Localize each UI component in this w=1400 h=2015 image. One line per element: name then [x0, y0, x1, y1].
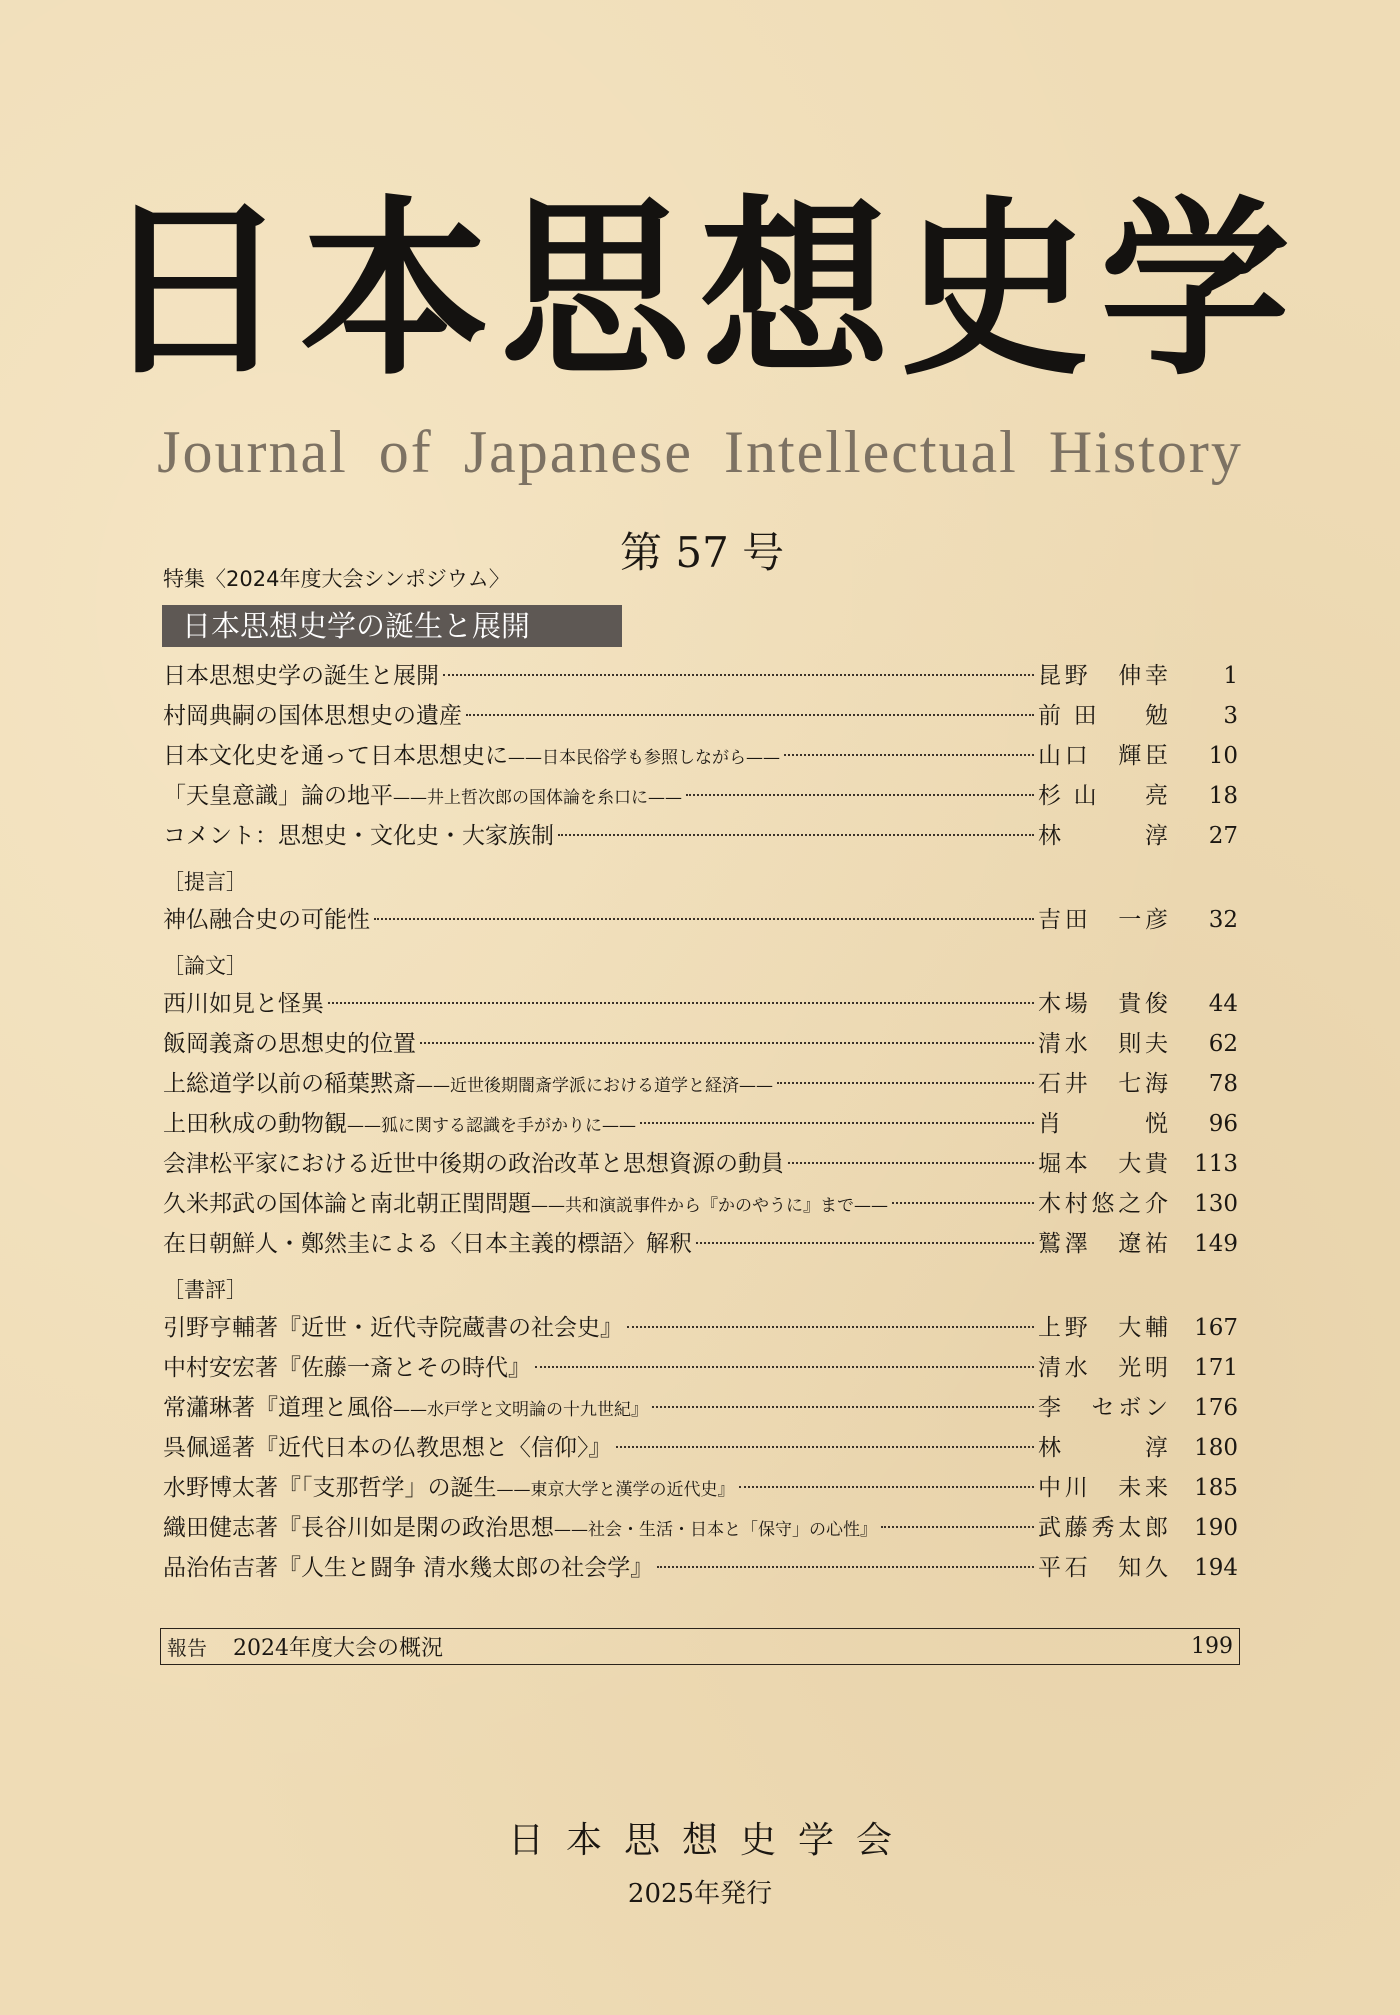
toc-entry: [163, 1024, 1238, 1064]
entry-title-main: 在日朝鮮人・鄭然圭による〈日本主義的標語〉解釈: [163, 1231, 692, 1257]
entry-subtitle: ——社会・生活・日本と「保守」の心性』: [554, 1520, 877, 1540]
leader-dots: [777, 1082, 1034, 1084]
entry-page: 167: [1194, 1315, 1238, 1341]
feature-title-banner: 日本思想史学の誕生と展開: [162, 605, 622, 647]
entry-title-main: 日本文化史を通って日本思想史に: [163, 743, 508, 769]
leader-dots: [466, 714, 1034, 716]
entry-title: [163, 1348, 531, 1388]
toc-entry: [163, 1184, 1238, 1224]
leader-dots: [558, 834, 1034, 836]
leader-dots: [739, 1486, 1035, 1488]
leader-dots: [616, 1446, 1035, 1448]
entry-page: 96: [1208, 1111, 1238, 1137]
journal-title-english: Journal of Japanese Intellectual History: [157, 419, 1243, 485]
entry-author: 清水 光明: [1038, 1355, 1168, 1381]
entry-author: 李 セボン: [1038, 1395, 1168, 1421]
entry-title: [163, 1508, 877, 1550]
entry-page: 194: [1194, 1555, 1238, 1581]
entry-title: [163, 1184, 888, 1226]
entry-page: 190: [1194, 1515, 1238, 1541]
entry-page: 62: [1208, 1031, 1238, 1057]
entry-subtitle: ——狐に関する認識を手がかりに——: [347, 1116, 636, 1136]
publisher: 日本思想史学会: [507, 1820, 914, 1861]
entry-page: 78: [1208, 1071, 1238, 1097]
entry-page: 113: [1194, 1151, 1238, 1177]
leader-dots: [374, 918, 1034, 920]
toc-entry: [163, 1428, 1238, 1468]
journal-title: 日本思想史学: [99, 178, 1300, 401]
leader-dots: [686, 794, 1034, 796]
entry-title: [163, 656, 439, 696]
entry-author: 武藤秀太郎: [1038, 1515, 1168, 1541]
entry-page: 10: [1208, 743, 1238, 769]
entry-title-main: 会津松平家における近世中後期の政治改革と思想資源の動員: [163, 1151, 784, 1177]
entry-subtitle: ——水戸学と文明論の十九世紀』: [393, 1400, 648, 1420]
entry-title: [163, 1224, 692, 1264]
toc-entry: [163, 656, 1238, 696]
entry-title-main: 中村安宏著『佐藤一斎とその時代』: [163, 1355, 531, 1381]
leader-dots: [657, 1566, 1034, 1568]
entry-author: 木村悠之介: [1038, 1191, 1168, 1217]
entry-title-main: 上総道学以前の稲葉黙斎: [163, 1071, 416, 1097]
entry-subtitle: ——共和演説事件から『かのやうに』まで——: [531, 1196, 888, 1216]
entry-author: 肖 悦: [1038, 1111, 1168, 1137]
toc-entry: [163, 696, 1238, 736]
entry-author: 林 淳: [1038, 823, 1168, 849]
toc-entry: [163, 1144, 1238, 1184]
entry-title: [163, 1308, 623, 1348]
entry-title: [163, 900, 370, 940]
entry-author: 林 淳: [1038, 1435, 1168, 1461]
entry-page: 185: [1194, 1475, 1238, 1501]
toc-entry: [163, 776, 1238, 816]
entry-author: 堀本 大貴: [1038, 1151, 1168, 1177]
entry-author: 石井 七海: [1038, 1071, 1168, 1097]
entry-subtitle: ——東京大学と漢学の近代史』: [496, 1480, 735, 1500]
entry-title-main: 西川如見と怪異: [163, 991, 324, 1017]
report-page: 199: [1191, 1634, 1233, 1659]
entry-title-main: 飯岡義斎の思想史的位置: [163, 1031, 416, 1057]
entry-title: [163, 776, 682, 818]
proposal-article-list: [163, 900, 1238, 940]
toc-entry: [163, 1388, 1238, 1428]
entry-author: 清水 則夫: [1038, 1031, 1168, 1057]
toc-entry: [163, 1468, 1238, 1508]
entry-author: 吉田 一彦: [1038, 907, 1168, 933]
entry-title-main: 村岡典嗣の国体思想史の遺産: [163, 703, 462, 729]
entry-author: 杉山 亮: [1038, 783, 1168, 809]
entry-title: [163, 1064, 773, 1106]
entry-title-main: 上田秋成の動物観: [163, 1111, 347, 1137]
feature-article-list: [163, 656, 1238, 856]
entry-author: 平石 知久: [1038, 1555, 1168, 1581]
entry-page: 27: [1208, 823, 1238, 849]
entry-page: 18: [1208, 783, 1238, 809]
entry-title: [163, 696, 462, 736]
entry-author: 前田 勉: [1038, 703, 1168, 729]
entry-title: [163, 1104, 636, 1146]
toc-entry: [163, 1308, 1238, 1348]
entry-title-main: 水野博太著『「支那哲学」の誕生: [163, 1475, 497, 1501]
section-heading-papers: ［論文］: [163, 954, 247, 978]
toc-entry: [163, 1224, 1238, 1264]
section-heading-reviews: ［書評］: [163, 1278, 247, 1302]
entry-subtitle: ——井上哲次郎の国体論を糸口に——: [393, 788, 682, 808]
section-heading-proposal: ［提言］: [163, 870, 247, 894]
report-title: 2024年度大会の概況: [233, 1636, 443, 1661]
entry-title-main: コメント：思想史・文化史・大家族制: [163, 823, 554, 849]
entry-page: 1: [1223, 663, 1238, 689]
entry-title-main: 神仏融合史の可能性: [163, 907, 370, 933]
entry-author: 上野 大輔: [1038, 1315, 1168, 1341]
entry-page: 176: [1194, 1395, 1238, 1421]
entry-page: 130: [1194, 1191, 1238, 1217]
toc-entry: [163, 1104, 1238, 1144]
leader-dots: [535, 1366, 1034, 1368]
review-list: [163, 1308, 1238, 1588]
toc-entry: [163, 1064, 1238, 1104]
report-label: 報告: [167, 1636, 207, 1660]
leader-dots: [784, 754, 1034, 756]
issue-number: 第 57 号: [620, 528, 785, 577]
entry-title: [163, 1144, 784, 1184]
entry-title: [163, 816, 554, 856]
entry-title: [163, 1468, 735, 1510]
entry-subtitle: ——近世後期闇斎学派における道学と経済——: [416, 1076, 773, 1096]
entry-author: 山口 輝臣: [1038, 743, 1168, 769]
toc-entry: [163, 1508, 1238, 1548]
leader-dots: [640, 1122, 1034, 1124]
leader-dots: [627, 1326, 1034, 1328]
toc-entry: [163, 736, 1238, 776]
entry-title-main: 呉佩遥著『近代日本の仏教思想と〈信仰〉』: [163, 1435, 612, 1461]
toc-entry: [163, 816, 1238, 856]
entry-title-main: 久米邦武の国体論と南北朝正閏問題: [163, 1191, 531, 1217]
entry-page: 3: [1223, 703, 1238, 729]
entry-title: [163, 1548, 653, 1588]
report-box: [160, 1628, 1240, 1665]
paper-list: [163, 984, 1238, 1264]
leader-dots: [892, 1202, 1034, 1204]
entry-page: 44: [1208, 991, 1238, 1017]
entry-title: [163, 1428, 612, 1468]
entry-title-main: 常瀟琳著『道理と風俗: [163, 1395, 393, 1421]
entry-title-main: 日本思想史学の誕生と展開: [163, 663, 439, 689]
entry-title: [163, 984, 324, 1024]
entry-author: 中川 未来: [1038, 1475, 1168, 1501]
feature-label: 特集〈2024年度大会シンポジウム〉: [163, 567, 510, 591]
leader-dots: [443, 674, 1034, 676]
entry-title-main: 織田健志著『長谷川如是閑の政治思想: [163, 1515, 554, 1541]
entry-title: [163, 1024, 416, 1064]
entry-author: 木場 貴俊: [1038, 991, 1168, 1017]
leader-dots: [652, 1406, 1034, 1408]
entry-page: 32: [1208, 907, 1238, 933]
entry-subtitle: ——日本民俗学も参照しながら——: [508, 748, 780, 768]
entry-page: 180: [1194, 1435, 1238, 1461]
publication-year: 2025年発行: [627, 1879, 773, 1909]
toc-entry: [163, 1348, 1238, 1388]
table-of-contents: [163, 656, 1238, 1588]
entry-title-main: 品治佑吉著『人生と闘争 清水幾太郎の社会学』: [163, 1555, 654, 1581]
entry-title: [163, 1388, 648, 1430]
entry-title: [163, 736, 780, 778]
entry-author: 昆野 伸幸: [1038, 663, 1168, 689]
entry-page: 149: [1194, 1231, 1238, 1257]
leader-dots: [328, 1002, 1034, 1004]
toc-entry: [163, 900, 1238, 940]
leader-dots: [881, 1526, 1034, 1528]
leader-dots: [420, 1042, 1034, 1044]
entry-page: 171: [1194, 1355, 1238, 1381]
toc-entry: [163, 1548, 1238, 1588]
entry-author: 鷲澤 遼祐: [1038, 1231, 1168, 1257]
leader-dots: [696, 1242, 1034, 1244]
entry-title-main: 引野亨輔著『近世・近代寺院蔵書の社会史』: [163, 1315, 623, 1341]
leader-dots: [788, 1162, 1034, 1164]
toc-entry: [163, 984, 1238, 1024]
entry-title-main: 「天皇意識」論の地平: [163, 783, 393, 809]
